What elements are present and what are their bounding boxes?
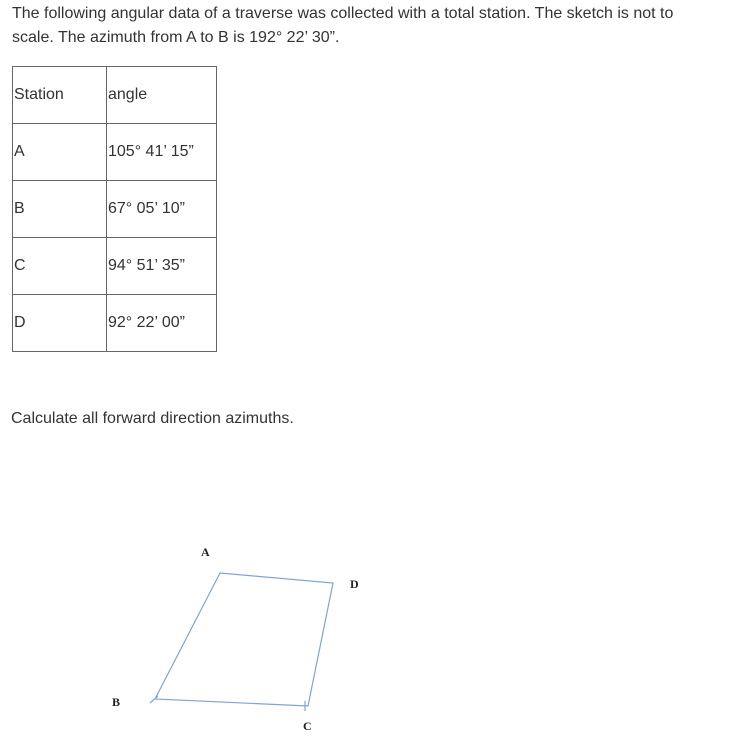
station-d-label: D bbox=[350, 577, 359, 591]
station-cell: D bbox=[13, 295, 107, 352]
station-cell: B bbox=[13, 181, 107, 238]
problem-statement-line-2: scale. The azimuth from A to B is 192° 22’ 30”. bbox=[12, 29, 340, 46]
question-text: Calculate all forward direction azimuths. bbox=[11, 410, 294, 427]
traverse-outline bbox=[155, 573, 333, 706]
station-a-label: A bbox=[201, 545, 210, 559]
header-angle: angle bbox=[107, 67, 217, 124]
problem-statement-line-1: The following angular data of a traverse was collected with a total station. The sketch is not to bbox=[12, 5, 674, 22]
angle-cell: 92° 22’ 00” bbox=[107, 295, 217, 352]
angle-cell: 94° 51’ 35” bbox=[107, 238, 217, 295]
station-cell: C bbox=[13, 238, 107, 295]
header-station: Station bbox=[13, 67, 107, 124]
angle-cell: 105° 41’ 15” bbox=[107, 124, 217, 181]
station-cell: A bbox=[13, 124, 107, 181]
station-b-label: B bbox=[112, 695, 121, 709]
station-c-label: C bbox=[303, 719, 312, 733]
angle-cell: 67° 05’ 10” bbox=[107, 181, 217, 238]
